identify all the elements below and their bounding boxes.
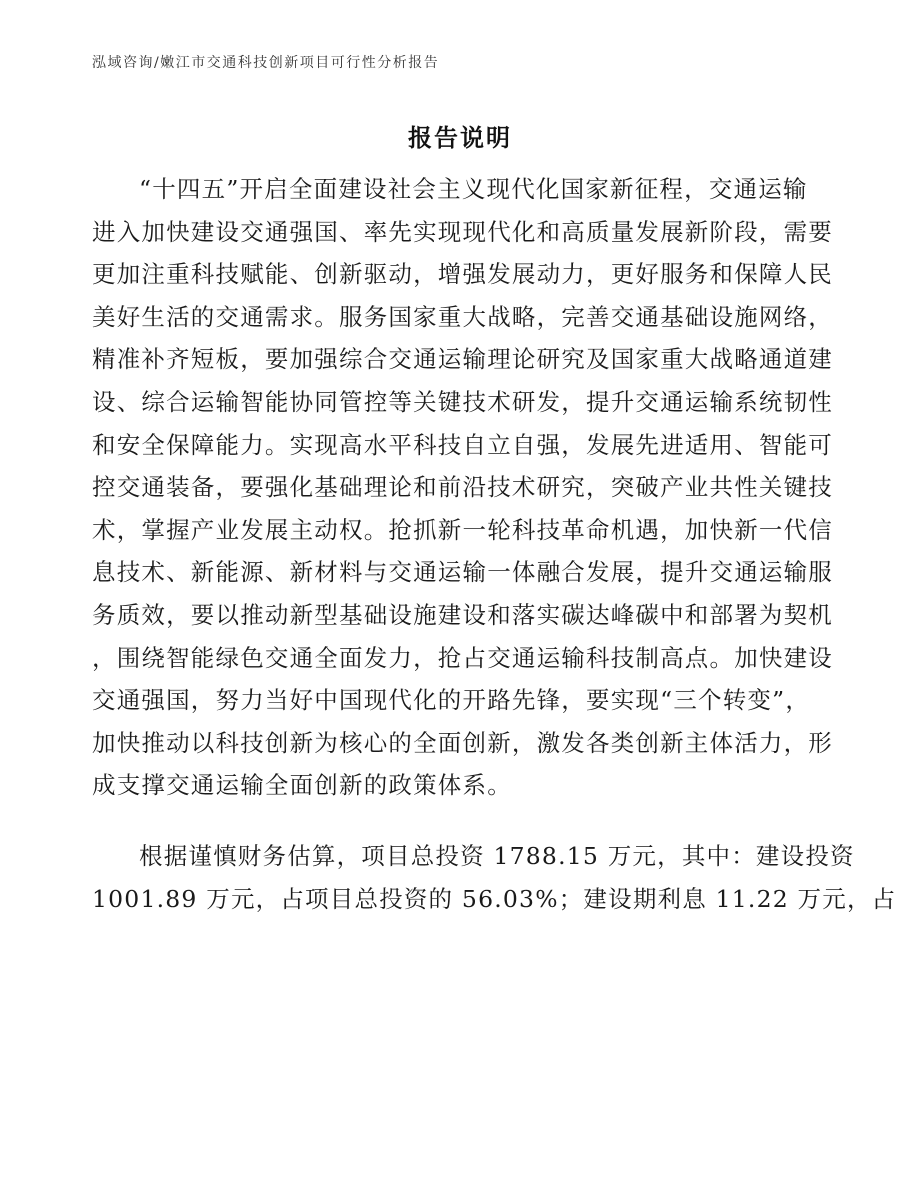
text-line: 1001.89 万元，占项目总投资的 56.03%；建设期利息 11.22 万元，占: [92, 884, 897, 913]
text-line: 精准补齐短板，要加强综合交通运输理论研究及国家重大战略通道建: [92, 345, 833, 374]
text-line: 设、综合运输智能协同管控等关键技术研发，提升交通运输系统韧性: [92, 387, 833, 416]
text-line: 控交通装备，要强化基础理论和前沿技术研究，突破产业共性关键技: [92, 473, 833, 502]
text-line: 美好生活的交通需求。服务国家重大战略，完善交通基础设施网络，: [92, 302, 833, 331]
text-line: 根据谨慎财务估算，项目总投资 1788.15 万元，其中：建设投资: [139, 841, 855, 870]
paragraph-investment: [92, 835, 897, 920]
text-line: 进入加快建设交通强国、率先实现现代化和高质量发展新阶段，需要: [92, 217, 833, 246]
text-line: 交通强国，努力当好中国现代化的开路先锋，要实现“三个转变”，: [92, 686, 811, 715]
text-line: 息技术、新能源、新材料与交通运输一体融合发展，提升交通运输服: [92, 558, 833, 587]
text-line: 加快推动以科技创新为核心的全面创新，激发各类创新主体活力，形: [92, 728, 833, 757]
text-line: “十四五”开启全面建设社会主义现代化国家新征程，交通运输: [139, 175, 808, 203]
body-text: [92, 168, 897, 920]
text-line: 务质效，要以推动新型基础设施建设和落实碳达峰碳中和部署为契机: [92, 600, 833, 629]
text-line: 成支撑交通运输全面创新的政策体系。: [92, 771, 512, 800]
text-line: 术，掌握产业发展主动权。抢抓新一轮科技革命机遇，加快新一代信: [92, 515, 833, 544]
running-header: 泓域咨询/嫩江市交通科技创新项目可行性分析报告: [92, 55, 440, 71]
text-line: 更加注重科技赋能、创新驱动，增强发展动力，更好服务和保障人民: [92, 260, 833, 289]
paragraph-intro: [92, 168, 833, 807]
page-title: 报告说明: [408, 123, 512, 152]
text-line: 和安全保障能力。实现高水平科技自立自强，发展先进适用、智能可: [92, 430, 833, 459]
paragraph-spacer: [92, 807, 814, 835]
text-line: ，围绕智能绿色交通全面发力，抢占交通运输科技制高点。加快建设: [92, 643, 833, 672]
